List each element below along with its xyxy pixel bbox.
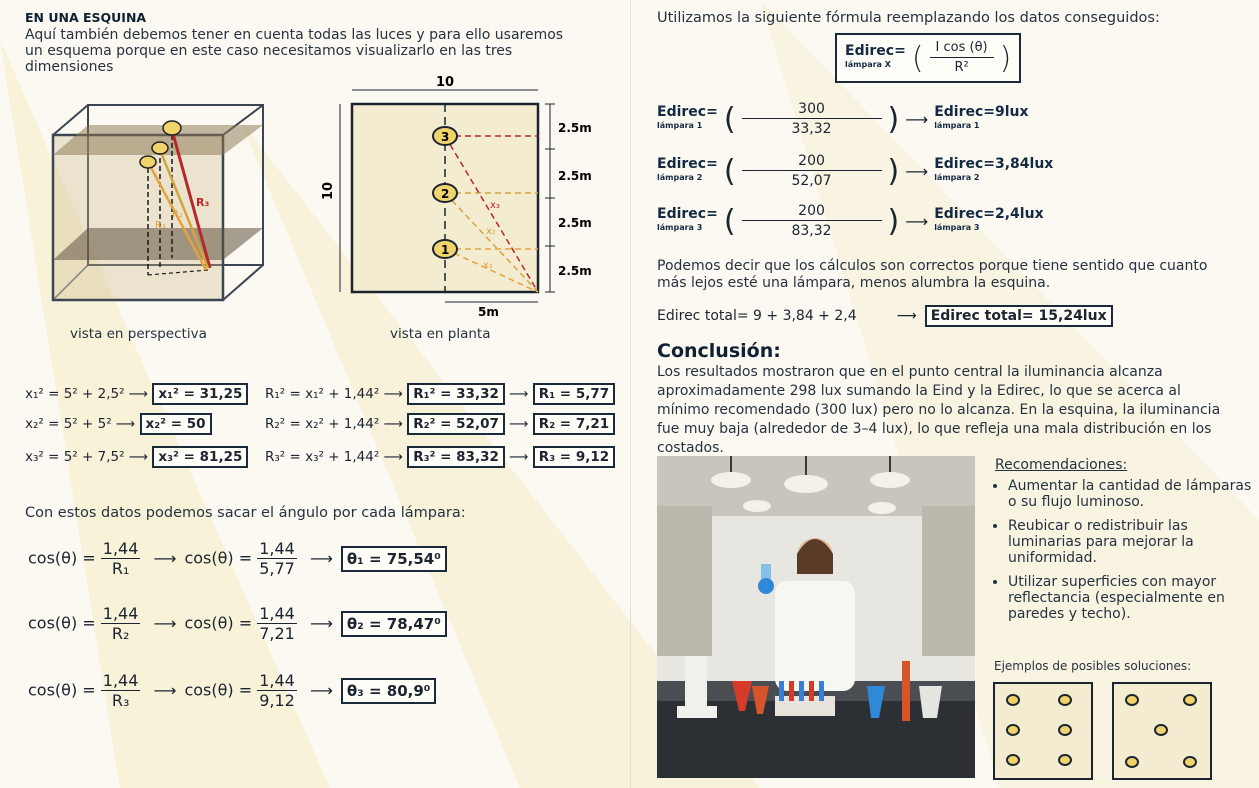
conclusion-text: Los resultados mostraron que en el punto central la iluminancia alcanza aproximadamente 298 lux sumando la Eind y la Edirec, lo que se acerca al mínimo recomendado (300 lux) pero no lo alcanza. En la esquina, la iluminancia fue muy baja (alrededor de 3–4 lux), lo que refleja una mala distribución en los costados. — [657, 364, 1221, 456]
r1-label: R₁ — [155, 220, 166, 231]
x-row-3: x₃² = 5² + 7,5² ⟶ x₃² = 81,25 — [25, 446, 248, 468]
r2-label: R₂ — [172, 209, 183, 220]
rec-title: Recomendaciones: — [995, 457, 1128, 473]
r-row-2: R₂² = x₂² + 1,44² ⟶ R₂² = 52,07 ⟶ R₂ = 7,21 — [265, 413, 615, 435]
r-row-1: R₁² = x₁² + 1,44² ⟶ R₁² = 33,32 ⟶ R₁ = 5,77 — [265, 383, 615, 405]
angle-row-1: cos(θ) = $\frac{1,44}{\text{R₁}}$ ⟶ cos(θ) = $\frac{1,44}{5,77}$ ⟶ θ₁ = 75,54⁰ — [28, 540, 447, 578]
x-row-2: x₂² = 5² + 5² ⟶ x₂² = 50 — [25, 413, 212, 435]
spacing-label-4: 2.5m — [558, 264, 592, 278]
r3-label: R₃ — [196, 196, 210, 209]
angle-row-2: cos(θ) = $\frac{1,44}{\text{R₂}}$ ⟶ cos(θ) = $\frac{1,44}{7,21}$ ⟶ θ₂ = 78,47⁰ — [28, 605, 447, 643]
plan-lamp-2: 2 — [441, 187, 450, 201]
total-row: Edirec total= 9 + 3,84 + 2,4 ⟶ Edirec total= 15,24lux — [657, 305, 1113, 327]
rec-item: • Aumentar la cantidad de lámparas o su flujo luminoso. — [1008, 478, 1259, 510]
caption-plan: vista en planta — [390, 326, 491, 342]
reasoning-text: Podemos decir que los cálculos son correctos porque tiene sentido que cuanto más lejos esté una lámpara, menos alumbra la esquina. — [657, 258, 1208, 291]
edirec-row-1: Edirec= lámpara 1 ( $\frac{300}{33,32}$ ) ⟶ Edirec=9lux lámpara 1 — [657, 101, 1029, 137]
spacing-label-1: 2.5m — [558, 121, 592, 135]
plan-x1-label: x₁ — [483, 260, 493, 271]
lamp-2-marker — [152, 142, 168, 154]
angle-intro: Con estos datos podemos sacar el ángulo por cada lámpara: — [25, 505, 466, 521]
formula-box: Edirec= lámpara X ( $\frac{\text{I cos (θ)}}{\text{R²}}$ ) — [835, 33, 1021, 83]
section-heading: EN UNA ESQUINA — [25, 10, 147, 25]
spacing-label-3: 2.5m — [558, 216, 592, 230]
plan-width-label: 10 — [436, 75, 455, 90]
perspective-diagram — [48, 100, 273, 310]
lamp-3-marker — [163, 121, 181, 135]
formula-intro: Utilizamos la siguiente fórmula reemplazando los datos conseguidos: — [657, 10, 1160, 26]
rec-list — [990, 478, 1259, 630]
plan-height-label: 10 — [321, 181, 336, 200]
plan-x2-label: x₂ — [486, 226, 496, 237]
plan-diagram — [310, 72, 600, 322]
page-divider — [630, 0, 631, 788]
r-row-3: R₃² = x₃² + 1,44² ⟶ R₃² = 83,32 ⟶ R₃ = 9,12 — [265, 446, 615, 468]
plan-bottom-label: 5m — [478, 305, 499, 319]
plan-x3-label: x₃ — [490, 200, 500, 211]
lamp-1-marker — [140, 156, 156, 168]
rec-item: • Utilizar superficies con mayor reflectancia (especialmente en paredes y techo). — [1008, 574, 1259, 622]
angle-row-3: cos(θ) = $\frac{1,44}{\text{R₃}}$ ⟶ cos(θ) = $\frac{1,44}{9,12}$ ⟶ θ₃ = 80,9⁰ — [28, 672, 436, 710]
rec-item: • Reubicar o redistribuir las luminarias para mejorar la uniformidad. — [1008, 518, 1259, 566]
lab-illustration — [657, 456, 975, 778]
solution-example-1 — [993, 682, 1093, 780]
conclusion-title: Conclusión: — [657, 340, 781, 362]
spacing-label-2: 2.5m — [558, 169, 592, 183]
examples-title: Ejemplos de posibles soluciones: — [994, 659, 1192, 673]
caption-perspective: vista en perspectiva — [70, 326, 207, 342]
x-row-1: x₁² = 5² + 2,5² ⟶ x₁² = 31,25 — [25, 383, 248, 405]
edirec-row-3: Edirec= lámpara 3 ( $\frac{200}{83,32}$ ) ⟶ Edirec=2,4lux lámpara 3 — [657, 203, 1044, 239]
plan-lamp-3: 3 — [441, 130, 450, 144]
edirec-row-2: Edirec= lámpara 2 ( $\frac{200}{52,07}$ ) ⟶ Edirec=3,84lux lámpara 2 — [657, 153, 1054, 189]
solution-example-2 — [1112, 682, 1212, 780]
plan-lamp-1: 1 — [441, 243, 450, 257]
intro-text: Aquí también debemos tener en cuenta todas las luces y para ello usaremos un esquema porque en este caso necesitamos visualizarlo en las tres dimensiones — [25, 27, 564, 75]
